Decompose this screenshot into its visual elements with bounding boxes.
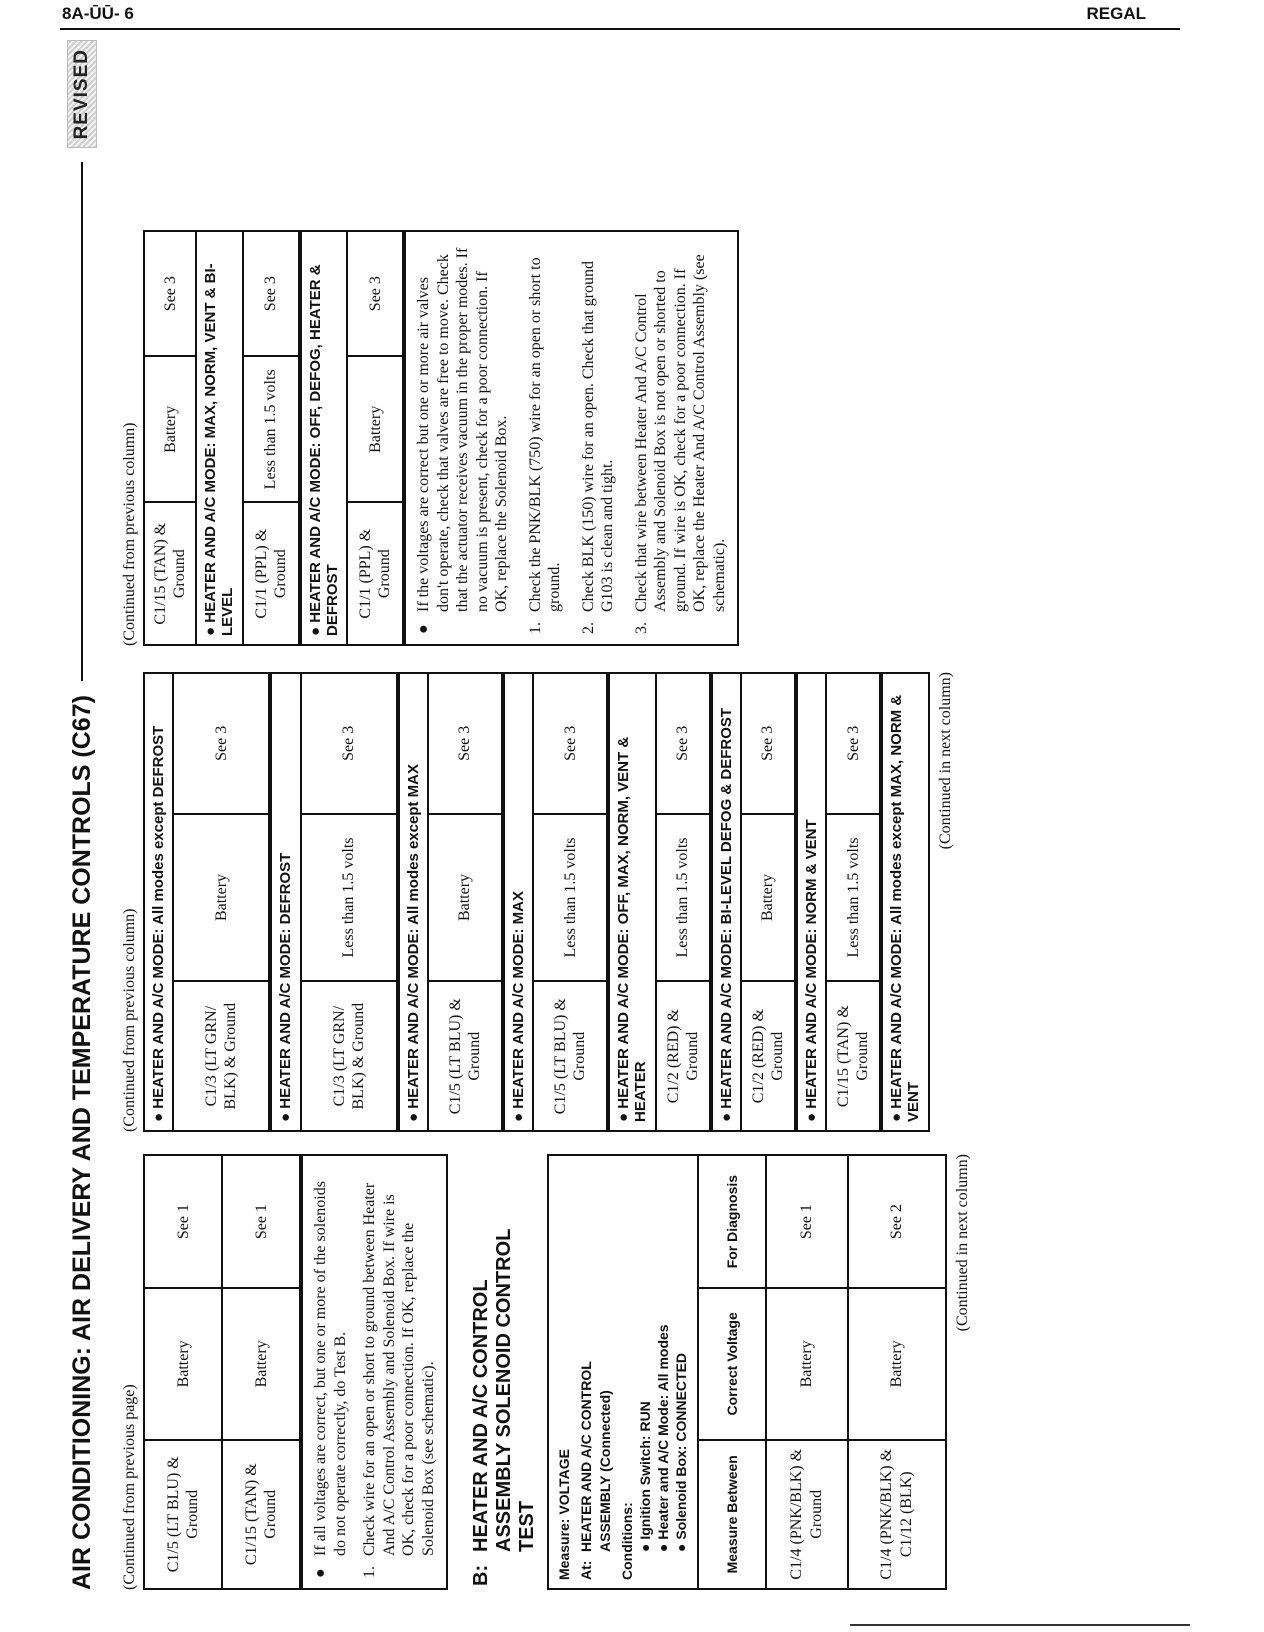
mode-header: ● HEATER AND A/C MODE: All modes except MAX	[398, 674, 429, 1130]
note-bullet: ● If the voltages are correct but one or more air valves don't operate, check that valves are free to move. Check that the actuator receives vacuum in the proper modes. If no vacuum is present, check for a poor connection. If OK, replace the Solenoid Box.	[415, 247, 511, 634]
table-header	[699, 1156, 767, 1588]
mode-header: ● HEATER AND A/C MODE: OFF, DEFOG, HEATER & DEFROST	[300, 232, 349, 644]
voltage-cell: Battery	[174, 813, 268, 981]
notes-block	[404, 232, 737, 644]
voltage-cell: Less than 1.5 volts	[244, 355, 298, 501]
voltage-cell: Less than 1.5 volts	[534, 813, 606, 981]
diag-cell: See 1	[252, 1204, 270, 1240]
continued-from: (Continued from previous column)	[121, 422, 138, 646]
measure-cell: C1/1 (PPL) & Ground	[348, 501, 402, 644]
mode-header: ● HEATER AND A/C MODE: All modes except DEFROST	[145, 674, 174, 1130]
column-2	[120, 672, 955, 1132]
voltage-cell: Less than 1.5 volts	[302, 813, 396, 981]
diag-cell: See 3	[674, 725, 692, 761]
voltage-cell: Battery	[429, 813, 501, 981]
mode-header: ● HEATER AND A/C MODE: OFF, MAX, NORM, VENT & HEATER	[608, 674, 657, 1130]
continued-next: (Continued in next column)	[936, 672, 954, 850]
voltage-cell: Battery	[348, 355, 402, 501]
table-row	[145, 1156, 223, 1588]
note-bullet: ● If all voltages are correct, but one or more of the solenoids do not operate correctly, do Test B.	[312, 1181, 349, 1578]
mode-table-2	[143, 230, 739, 646]
table-row	[348, 232, 404, 644]
note-1: 1. Check wire for an open or short to ground between Heater And A/C Control Assembly and Solenoid Box. If wire is OK, check for a poor connection. If OK, replace the Solenoid Box (see schematic).	[361, 1182, 437, 1578]
voltage-cell: Battery	[145, 1287, 221, 1438]
note-3: 3. Check that wire between Heater And A/C Control Assembly and Solenoid Box is not open or shorted to ground. If wire is OK, check for a poor connection. If OK, replace the Heater And A/C Control Assembly (see schematic).	[632, 254, 728, 634]
measure-cell: C1/2 (RED) & Ground	[657, 980, 709, 1130]
header-voltage: Correct Voltage	[699, 1287, 765, 1438]
table-row	[742, 674, 796, 1130]
measure-cell: C1/15 (TAN) & Ground	[827, 980, 879, 1130]
revised-stamp: REVISED	[67, 40, 97, 148]
voltage-cell: Battery	[223, 1287, 299, 1438]
diag-cell: See 1	[174, 1204, 192, 1240]
title-row	[62, 40, 102, 1590]
diag-cell: See 3	[340, 725, 358, 761]
test-b-table	[547, 1154, 946, 1590]
diag-cell: See 3	[759, 725, 777, 761]
header-diag: For Diagnosis	[723, 1174, 740, 1269]
measure-cell: C1/5 (LT BLU) & Ground	[429, 980, 501, 1130]
page-title: AIR CONDITIONING: AIR DELIVERY AND TEMPERATURE CONTROLS (C67)	[67, 695, 96, 1590]
table-row	[174, 674, 270, 1130]
measure-cell: C1/15 (TAN) & Ground	[223, 1439, 299, 1588]
voltage-cell: Battery	[145, 355, 195, 501]
continued-next: (Continued in next column)	[953, 1154, 971, 1332]
diag-cell: See 2	[888, 1204, 905, 1240]
column-1	[120, 1154, 972, 1590]
diag-cell: See 3	[212, 725, 230, 761]
rotated-page	[62, 40, 1182, 1590]
diag-cell: See 1	[798, 1204, 815, 1240]
title-rule	[81, 162, 83, 681]
page-number: 8A-ŪŪ- 6	[62, 4, 134, 23]
continued-from: (Continued from previous column)	[121, 908, 138, 1132]
diag-cell: See 3	[366, 276, 384, 312]
voltage-cell: Battery	[767, 1287, 847, 1438]
header-rule	[60, 28, 1180, 30]
measure-cell: C1/4 (PNK/BLK) & C1/12 (BLK)	[849, 1439, 945, 1588]
table-row	[657, 674, 711, 1130]
mode-header: ● HEATER AND A/C MODE: All modes except MAX, NORM & VENT	[881, 674, 928, 1130]
mode-table	[143, 672, 930, 1132]
voltage-cell: Less than 1.5 volts	[657, 813, 709, 981]
note-1: 1. Check the PNK/BLK (750) wire for an open or short to ground.	[526, 257, 564, 634]
measure-cell: C1/4 (PNK/BLK) & Ground	[767, 1439, 847, 1588]
measure-cell: C1/5 (LT BLU) & Ground	[145, 1439, 221, 1588]
table-row	[302, 674, 398, 1130]
table-row	[767, 1156, 849, 1588]
measure-cell: C1/15 (TAN) & Ground	[145, 501, 195, 644]
mode-header: ● HEATER AND A/C MODE: MAX	[503, 674, 534, 1130]
section-b-title: B:HEATER AND A/C CONTROL ASSEMBLY SOLENOID CONTROL TEST	[470, 1228, 539, 1586]
continued-from: (Continued from previous page)	[121, 1384, 138, 1590]
header-measure: Measure Between	[699, 1439, 765, 1588]
table-row	[429, 674, 503, 1130]
voltage-cell: Battery	[849, 1287, 945, 1438]
mode-header: ● HEATER AND A/C MODE: MAX, NORM, VENT & BI-LEVEL	[197, 232, 244, 644]
diag-cell: See 3	[456, 725, 474, 761]
table-row	[849, 1156, 945, 1588]
mode-header: ● HEATER AND A/C MODE: NORM & VENT	[796, 674, 827, 1130]
table-row	[534, 674, 608, 1130]
diag-cell: See 3	[561, 725, 579, 761]
measure-cell: C1/2 (RED) & Ground	[742, 980, 794, 1130]
test-b-info: Measure: VOLTAGE At:HEATER AND A/C CONTROL ASSEMBLY (Connected) Conditions: ● Ignition Switch: RUN ● Heater and A/C Mode: All modes ● Solenoid Box: CONNECTED	[549, 1156, 698, 1588]
voltage-cell: Battery	[742, 813, 794, 981]
table-row	[244, 232, 300, 644]
table-row	[145, 232, 197, 644]
mode-header: ● HEATER AND A/C MODE: BI-LEVEL DEFOG & DEFROST	[711, 674, 742, 1130]
column-3	[120, 230, 739, 646]
table-row	[223, 1156, 301, 1588]
diag-cell: See 3	[161, 276, 179, 312]
diag-cell: See 3	[262, 276, 280, 312]
test-a-table	[143, 1154, 448, 1590]
notes-block	[301, 1156, 446, 1588]
diag-cell: See 3	[844, 725, 862, 761]
measure-cell: C1/3 (LT GRN/ BLK) & Ground	[302, 980, 396, 1130]
measure-cell: C1/3 (LT GRN/ BLK) & Ground	[174, 980, 268, 1130]
mode-header: ● HEATER AND A/C MODE: DEFROST	[270, 674, 301, 1130]
note-2: 2. Check BLK (150) wire for an open. Check that ground G103 is clean and tight.	[579, 260, 617, 634]
table-row	[827, 674, 881, 1130]
measure-cell: C1/5 (LT BLU) & Ground	[534, 980, 606, 1130]
bottom-rule	[850, 1624, 1190, 1626]
measure-cell: C1/1 (PPL) & Ground	[244, 501, 298, 644]
voltage-cell: Less than 1.5 volts	[827, 813, 879, 981]
model-name: REGAL	[1086, 4, 1146, 23]
